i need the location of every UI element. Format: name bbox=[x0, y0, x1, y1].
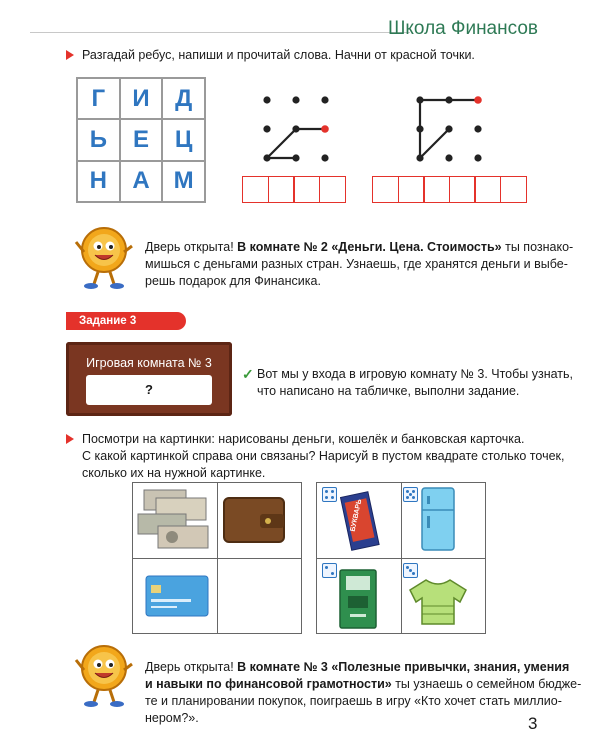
task3-instruction-line1: Посмотри на картинки: нарисованы деньги, кошелёк и банковская карточка. bbox=[82, 432, 525, 446]
wallet-icon bbox=[222, 494, 288, 546]
room3-text-line4: нером?». bbox=[145, 711, 199, 725]
dice-icon bbox=[403, 563, 418, 578]
header-title: Школа Финансов bbox=[387, 18, 538, 39]
banknotes-icon bbox=[136, 486, 212, 554]
letter-cell: М bbox=[162, 161, 205, 202]
dice-icon bbox=[403, 487, 418, 502]
room-sign-title: Игровая комната № 3 bbox=[86, 356, 212, 370]
letter-cell: А bbox=[120, 161, 163, 202]
letter-cell: Н bbox=[77, 161, 120, 202]
room-sign-answer: ? bbox=[86, 375, 212, 405]
dot-puzzle-2 bbox=[408, 92, 493, 167]
letter-cell: Ь bbox=[77, 119, 120, 160]
letter-cell: Ц bbox=[162, 119, 205, 160]
task3-intro-line1: Вот мы у входа в игровую комнату № 3. Чтобы узнать, bbox=[257, 367, 574, 381]
room2-text-line2: мишься с деньгами разных стран. Узнаешь, где хранятся деньги и выбе- bbox=[145, 257, 568, 271]
room2-text-line1: Дверь открыта! В комнате № 2 «Деньги. Цена. Стоимость» ты познако- bbox=[145, 240, 574, 254]
letter-cell: Д bbox=[162, 78, 205, 119]
bank-card-icon bbox=[145, 575, 209, 617]
fridge-icon bbox=[418, 486, 458, 552]
letter-cell: Е bbox=[120, 119, 163, 160]
header-rule bbox=[30, 32, 410, 33]
room3-text-line3: те и планировании покупок, поиграешь в игру «Кто хочет стать миллио- bbox=[145, 694, 562, 708]
dice-icon bbox=[322, 487, 337, 502]
coin-mascot-icon bbox=[74, 222, 134, 292]
room3-text-line2: и навыки по финансовой грамотности» ты узнаешь о семейном бюдже- bbox=[145, 677, 582, 691]
task3-instruction-line3: сколько их на нужной картинке. bbox=[82, 466, 266, 480]
bullet-icon bbox=[66, 434, 74, 444]
answer-boxes-1[interactable] bbox=[242, 176, 344, 203]
room3-text-line1: Дверь открыта! В комнате № 3 «Полезные привычки, знания, умения bbox=[145, 660, 570, 674]
room2-text-line3: решь подарок для Финансика. bbox=[145, 274, 321, 288]
atm-icon bbox=[336, 568, 380, 630]
letter-cell: Г bbox=[77, 78, 120, 119]
bullet-icon bbox=[66, 50, 74, 60]
checkmark-icon: ✓ bbox=[242, 366, 254, 382]
dot-puzzle-1 bbox=[255, 92, 340, 167]
letter-cell: И bbox=[120, 78, 163, 119]
task-label: Задание 3 bbox=[66, 312, 186, 330]
letter-grid bbox=[76, 77, 206, 203]
coin-mascot-icon bbox=[74, 640, 134, 710]
page-number: 3 bbox=[528, 714, 538, 733]
answer-boxes-2[interactable] bbox=[372, 176, 525, 203]
task3-intro-line2: что написано на табличке, выполни задание. bbox=[257, 384, 520, 398]
book-title: БУКВАРЬ bbox=[349, 498, 364, 533]
task3-instruction-line2: С какой картинкой справа они связаны? Нарисуй в пустом квадрате столько точек, bbox=[82, 449, 565, 463]
dice-icon bbox=[322, 563, 337, 578]
task1-instruction: Разгадай ребус, напиши и прочитай слова. Начни от красной точки. bbox=[82, 48, 475, 62]
tshirt-icon bbox=[406, 578, 470, 626]
